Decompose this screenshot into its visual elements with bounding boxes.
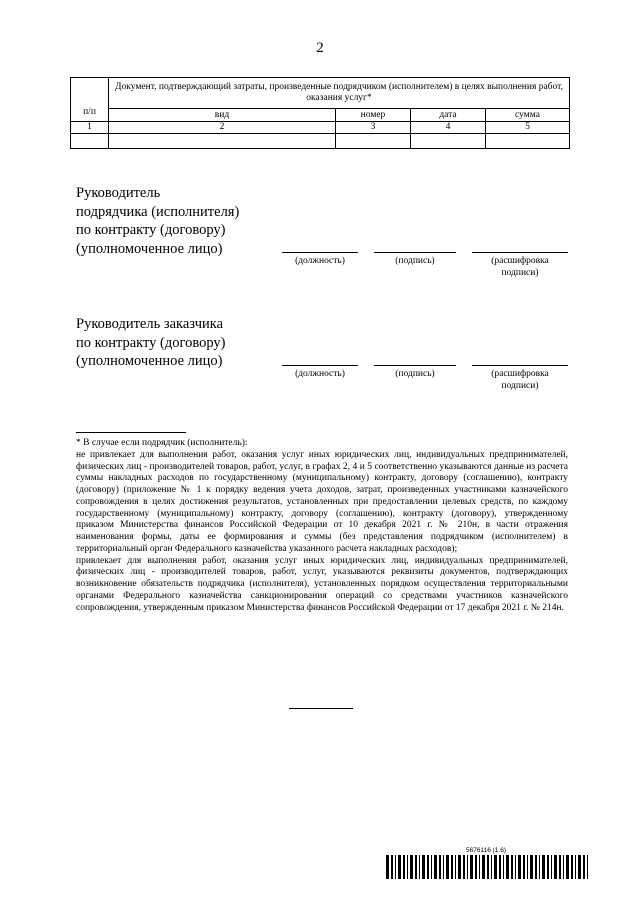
- footnote: [76, 438, 568, 614]
- customer-signature-field: [374, 365, 456, 380]
- subheader-date: дата: [411, 109, 486, 122]
- empty-cell: [109, 134, 336, 149]
- empty-cell: [411, 134, 486, 149]
- subheader-sum: сумма: [486, 109, 570, 122]
- signature-line: [282, 365, 358, 366]
- header-pp: п/п: [71, 78, 109, 122]
- signature-line: [472, 365, 568, 366]
- empty-cell: [71, 134, 109, 149]
- contractor-decoding-field: [472, 252, 568, 279]
- signature-line: [374, 252, 456, 253]
- signature-line: [282, 252, 358, 253]
- header-document: Документ, подтверждающий затраты, произведенные подрядчиком (исполнителем) в целях выполнения работ, оказания услуг*: [109, 78, 570, 109]
- footnote-paragraph: не привлекает для выполнения работ, оказания услуг иных юридических лиц, индивидуальных предпринимателей, физических лиц - производителей товаров, работ, услуг, в графах 2, 4 и 5 соответственно указываются данные из расчета суммы накладных расходов по государственному (муниципальному) контракту, договору (соглашению), контракту (договору) (приложение № 1 к порядку ведения учета доходов, затрат, произведенных участниками казначейского сопровождения в целях достижения результатов, установленных при предоставлении целевых средств, по каждому государственному (муниципальному) контракту, договору (соглашению), контракту (договору), утвержденному приказом Министерства финансов Российской Федерации от 10 декабря 2021 г. № 210н, в части отражения наименования формы, даты ее формирования и суммы (без представления подрядчиком (исполнителем) в территориальный орган Федерального казначейства указанного расчета накладных расходов);: [76, 449, 568, 554]
- customer-title: [76, 315, 225, 371]
- customer-position-field: [282, 365, 358, 380]
- col-number: 4: [411, 122, 486, 134]
- col-number: 2: [109, 122, 336, 134]
- table-row: [71, 134, 570, 149]
- empty-cell: [336, 134, 411, 149]
- caption-signature: (подпись): [395, 256, 435, 266]
- subheader-type: вид: [109, 109, 336, 122]
- title-line: подрядчика (исполнителя): [76, 203, 240, 220]
- caption-decoding: (расшифровка подписи): [491, 256, 549, 278]
- contractor-signature-field: [374, 252, 456, 267]
- col-number: 3: [336, 122, 411, 134]
- title-line: Руководитель: [76, 185, 161, 201]
- caption-signature: (подпись): [395, 369, 435, 379]
- col-number: 1: [71, 122, 109, 134]
- caption-decoding: (расшифровка подписи): [491, 369, 549, 391]
- footnote-paragraph: привлекает для выполнения работ, оказания услуг иных юридических лиц, индивидуальных предпринимателей, физических лиц - производителей товаров, работ, услуг, указываются реквизиты документов, подтверждающих возникновение обязательств подрядчика (исполнителя), установленных порядком осуществления территориальными органами Федерального казначейства санкционирования операций со средствами участников казначейского сопровождения, утвержденным приказом Министерства финансов Российской Федерации от 17 декабря 2021 г. № 214н.: [76, 555, 568, 613]
- empty-cell: [486, 134, 570, 149]
- title-line: Руководитель заказчика: [76, 316, 224, 332]
- footnote-intro: * В случае если подрядчик (исполнитель):: [76, 438, 248, 448]
- title-line: по контракту (договору): [76, 222, 226, 238]
- title-line: (уполномоченное лицо): [76, 240, 223, 257]
- contractor-position-field: [282, 252, 358, 267]
- caption-position: (должность): [295, 369, 345, 379]
- signature-line: [472, 252, 568, 253]
- signature-line: [374, 365, 456, 366]
- end-separator: [289, 708, 353, 709]
- caption-position: (должность): [295, 256, 345, 266]
- barcode-icon: [386, 855, 588, 879]
- customer-decoding-field: [472, 365, 568, 392]
- title-line: (уполномоченное лицо): [76, 353, 223, 369]
- title-line: по контракту (договору): [76, 334, 226, 351]
- page-number: 2: [316, 40, 324, 56]
- subheader-number: номер: [336, 109, 411, 122]
- barcode-label: 5676116 (1.6): [466, 847, 506, 854]
- costs-table: [70, 77, 570, 149]
- col-number: 5: [486, 122, 570, 134]
- footnote-separator: [76, 432, 186, 433]
- contractor-title: [76, 184, 239, 258]
